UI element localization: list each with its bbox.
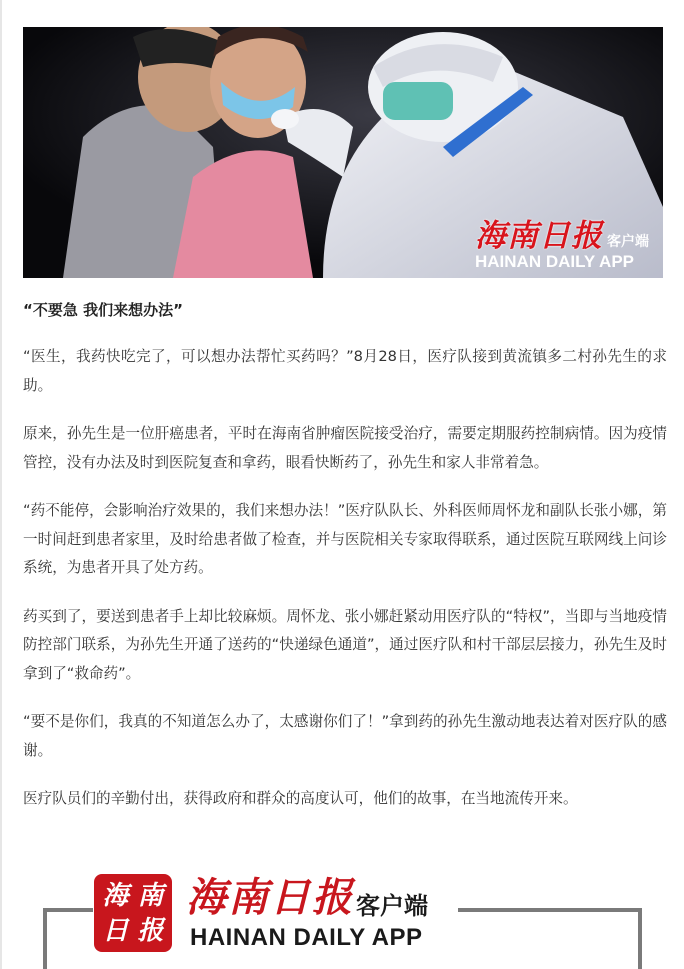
- section-subheading: “不要急 我们来想办法”: [23, 301, 183, 319]
- watermark-sub: 客户端: [607, 234, 649, 250]
- frame-line: [43, 908, 93, 912]
- article-photo: [23, 27, 663, 278]
- brand-name-cn: 海南日报: [186, 874, 354, 921]
- frame-line: [458, 908, 642, 912]
- paragraph: 医疗队员们的辛勤付出，获得政府和群众的高度认可，他们的故事，在当地流传开来。: [23, 790, 578, 807]
- article-body: [23, 296, 667, 834]
- paragraph: “药不能停，会影响治疗效果的，我们来想办法！”医疗队队长、外科医师周怀龙和副队长张小娜，第一时间赶到患者家里，及时给患者做了检查，并与医院相关专家取得联系，通过医院互联网线上问诊系统，为患者开具了处方药。: [23, 502, 667, 576]
- footer-logo: [0, 858, 684, 969]
- paragraph: “要不是你们，我真的不知道怎么办了，太感谢你们了！”拿到药的孙先生激动地表达着对医疗队的感谢。: [23, 713, 667, 759]
- page-edge: [0, 0, 2, 969]
- brand-seal-icon: 海 南 日 报: [94, 874, 172, 952]
- paragraph: 药买到了，要送到患者手上却比较麻烦。周怀龙、张小娜赶紧动用医疗队的“特权”，当即与当地疫情防控部门联系，为孙先生开通了送药的“快递绿色通道”，通过医疗队和村干部层层接力，孙先生及时拿到了“救命药”。: [23, 607, 668, 682]
- brand-name-en: HAINAN DAILY APP: [190, 924, 423, 951]
- watermark-brand-en: HAINAN DAILY APP: [475, 252, 635, 271]
- watermark: [475, 220, 649, 271]
- frame-line: [638, 908, 642, 969]
- frame-line: [43, 908, 47, 969]
- paragraph: 原来，孙先生是一位肝癌患者，平时在海南省肿瘤医院接受治疗，需要定期服药控制病情。因为疫情管控，没有办法及时到医院复查和拿药，眼看快断药了，孙先生和家人非常着急。: [23, 425, 667, 471]
- watermark-brand-cn: 海南日报: [475, 218, 603, 254]
- brand-sub: 客户端: [356, 891, 428, 920]
- paragraph: “医生，我药快吃完了，可以想办法帮忙买药吗？”8月28日，医疗队接到黄流镇多二村孙先生的求助。: [23, 348, 667, 394]
